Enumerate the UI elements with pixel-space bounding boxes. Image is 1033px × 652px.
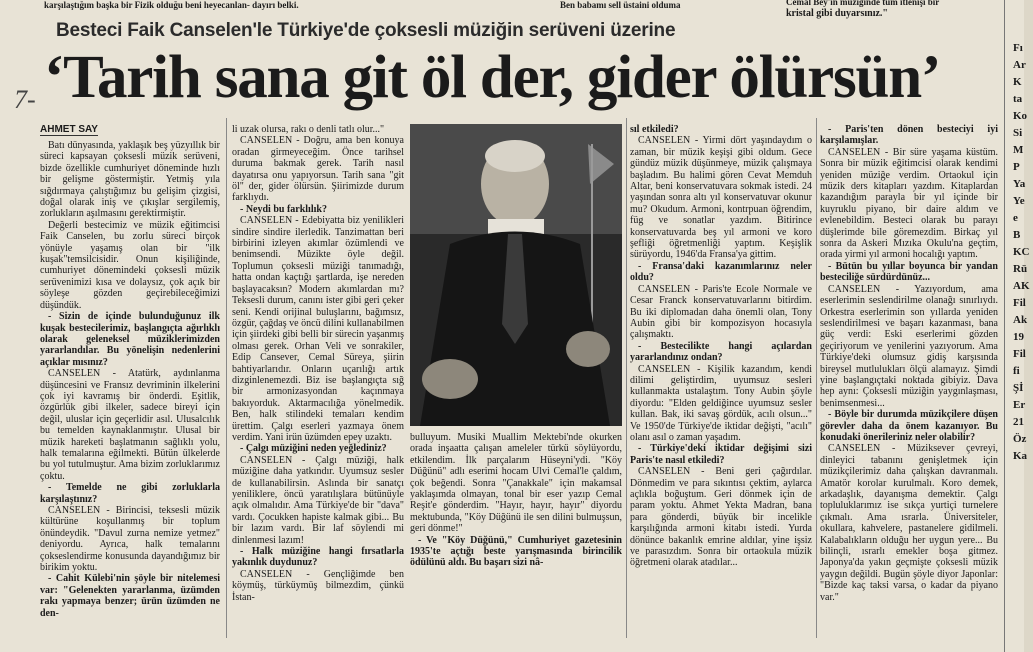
column-2: [232, 124, 404, 640]
paragraph: Batı dünyasında, yaklaşık beş yüzyıllık bir süreci kapsayan çoksesli müzik serüveni, bizde özellikle cumhuriyet döneminde hızlı bir gelişme göstermiştir. Yetmiş yıla sığdırmaya çalıştığımız bu gelişim çizgisi, doğal olarak iniş ve çıkışlar sergilemiş, zorlukların aşılmasını gerektirmiştir.: [40, 140, 220, 220]
answer: CANSELEN - Yirmi dört yaşındaydım o zaman, bir müzik keşişi gibi oldum. Gece gündüz müzik düşünmeye, müzik çalışmaya başladım. Bu halimi gören Cevat Memduh Altar, beni konservatuvara sokmak istedi. 24 yaşından sonra altı yıl konservatuvar okunur mu? Okudum. Armoni, kontrpuan öğrendim, füg ve sonatlar yazdım. Bitirince konservatuvarda beş yıl armoni ve koro şefliği öğretmenliği yaptım. Keşişlik sürüyordu, 1946'da Fransa'ya gittim.: [630, 135, 812, 261]
question: - Cahit Külebi'nin şöyle bir nitelemesi var: "Gelenekten yararlanma, üzümden rakı yapmaya benzer; ürün üzümden ne den-: [40, 573, 220, 619]
answer: CANSELEN - Kişilik kazandım, kendi dilimi geliştirdim, uyumsuz sesleri kullanmakta ustalaştım. Tony Aubin şöyle diyordu: "Elden geldiğince uyumsuz sesler kullan. Bak, iki savaş gördük, acılı olsun..." Ve 1950'de Türkiye'de iktidar değişti, "acılı" olanı asıl o zaman yaşadım.: [630, 363, 812, 443]
answer: CANSELEN - Müziksever çevreyi, dinleyici tabanını genişletmek için müzikçilerimiz daha çalışkan davranmalı. Amatör korolar kurulmalı. Koro demek, arkadaşlık, dayanışma demektir. Çalgı topluluklarımız ise sıkça yurtiçi turnelere çıkmalı. Ama ısrarla. Üniversiteler, okullara, kahvelere, pastanelere gidilmeli. Kalabalıkların olduğu her uygun yere... Bu bilinçli, ısrarlı emekler boşa gitmez. Japonya'da yakın geçmişte çoksesli müzik yaygın değildi. Bugün şöyle diyor Japonlar: "Bizde kaç taksi varsa, o kadar da piyano var.": [820, 443, 998, 603]
column-5: [820, 124, 998, 640]
answer: CANSELEN - Gençliğimde ben köymüş, türküymüş bilmezdim, çünkü İstan-: [232, 568, 404, 603]
adjacent-column-edge: [1004, 0, 1033, 652]
answer: CANSELEN - Birincisi, teksesli müzik kültürüne koşullanmış bir toplum önündeydik. "Davul zurna nemize yetmez" deniyordu. Ayrıca, halk temalarını çokseslendirme konusunda dayandığımız bir birikim yoktu.: [40, 505, 220, 574]
answer: CANSELEN - Doğru, ama ben konuya oradan girmeyeceğim. Önce tarihsel duruma bakmak gerek. Tarih nasıl dayatırsa onu yapıyorsun. Tarih sana "git öl" der, gider ölürsün. Şiirimizde durum farklıydı.: [232, 135, 404, 204]
question: - Bestecilikte hangi açılardan yararlandınız ondan?: [630, 340, 812, 364]
top-fragment-left: karşılaştığım başka bir Fizik olduğu beni heyecanlan- dayırı belki.: [44, 0, 299, 10]
paragraph: li uzak olursa, rakı o denli tatlı olur...": [232, 124, 385, 135]
paragraph: bulluyum. Musiki Muallim Mektebi'nde okurken orada inşaatta çalışan ameleler türkü söylüyordu, etkilendim. İlk parçalarım Hüseyni'ydi. "Köy Düğünü" adlı eserimi hocam Ulvi Cemal'le çaldım, çok beğendi. Sonra "Çanakkale" için makamsal yaklaşımda olmayan, tonal bir eser yazıp Cemal Reşit'e gönderdim. "Hayır, hayır, hayır" diyordu mektubunda, "Köy Düğünü ile sen dilini bulmuşsun, geri dönme!": [410, 432, 622, 535]
answer: CANSELEN - Atatürk, aydınlanma düşüncesini ve Fransız devriminin ilkelerini çok iyi kavramış bir önderdi. Eşitlik, özgürlük gibi ilkeler, sadece bireyi için değil, uluslar için geçerlidir asıl. Ulusalcılık bu temelden kaynaklanmıştır. Ulusal bir müzik hareketi başlatmanın sağlıklı yolu, halk temalarına eğilmekti. Bütün ülkelerde bu yol tutulmuştur. Ama bizim zorluklarımız çoktu.: [40, 368, 220, 482]
question: - Çalgı müziğini neden yeğlediniz?: [240, 443, 387, 455]
portrait-photo: [410, 124, 622, 426]
top-fragment-middle: Ben babamı sell üstaini olduma: [560, 0, 681, 10]
column-divider: [226, 118, 227, 638]
paragraph: sıl etkiledi?: [630, 124, 679, 135]
byline: AHMET SAY: [40, 124, 98, 135]
question: - Sizin de içinde bulunduğunuz ilk kuşak bestecilerimiz, başlangıçta ağırlıklı olarak geleneksel müziklerimizden yararlandılar. Bu yönelişin nedenlerini açıklar mısınız?: [40, 311, 220, 368]
top-fragment-right-1: Cemal Bey'in müziğinde tüm itlenişi bir: [786, 0, 940, 7]
article-headline: ‘Tarih sana git öl der, gider ölürsün’: [44, 44, 941, 111]
question: - Neydi bu farklılık?: [240, 203, 327, 215]
question: - Halk müziğine hangi fırsatlarla yakınlık duydunuz?: [232, 546, 404, 569]
article-subheadline: Besteci Faik Canselen'le Türkiye'de çoksesli müziğin serüveni üzerine: [56, 20, 676, 41]
adjacent-column-text: Fı Ar K ta Ko Si M P Ya Ye e B KC Rü AK Fil Ak 19 Fil fi Şİ Er 21 Öz Ka: [1013, 42, 1030, 462]
column-divider: [816, 118, 817, 638]
answer: CANSELEN - Bir süre yaşama küstüm. Sonra bir müzik eğitimcisi olarak kendimi yeniden müziğe verdim. Ortaokul için müzik ders kitapları yazdım. Kitaplardan kazandığım parayla bir yıl içinde bir kuyruklu piyano, bir daire aldım ve evlenebildim. Besteci olarak bu parayı düşlerimde bile göremezdim. Birkaç yıl sonra da Askeri Mızıka Okulu'na geçtim, orada yirmi yıl armoni hocalığı yaptım.: [820, 146, 998, 261]
handwritten-page-mark: 7-: [14, 85, 36, 114]
answer: CANSELEN - Edebiyatta biz yenilikleri sindire sindire ilerledik. Tanzimattan beri birbirini izleyen akımlar özümlendi ve benimsendi. Müzikte öyle değil. Toplumun çoksesli müziği tanımadığı, hatta ondan kaçtığı şartlarda, işe nereden başlayacaksın? Modern akımlardan mı? Teksesli durum, canını ister gibi geri çeker seni. Kendi orijinal buluşlarını, bağımsız, özgür, çağdaş ve öncü dilini kullanabilmen için şiirdeki gibi belli bir sürecin yaşanmış olması gerek. Orhan Veli ve sonrakiler, Edip Cansever, Cemal Süreya, şiirin bahtiyarlarıdır. Onların uçarılığı artık dizginlenemezdi. Biz ise başlangıçta sığ bir armonizasyondan kaçınmaya bakıyorduk. Aktarmacılığa yönelmedik. Ben, halk stilindeki temaları kendim ürettim. Çalgı eserleri yazmaya önem verdim. Yani irün üzümden epey uzaktı.: [232, 215, 404, 443]
paragraph: Değerli bestecimiz ve müzik eğitimcisi Faik Canselen, bu zorlu süreci birçok yönüyle yaşamış olan bir "ilk kuşak"temsilcisidir. Onun kişiliğinde, cumhuriyet dönemindeki çoksesli müzik serüvenimizi kısa ve dolaysız, çok açık bir söyleşe gözden geçirebileceğimizi düşündük.: [40, 219, 220, 311]
question: - Bütün bu yıllar boyunca bir yandan besteciliğe sürdürdünüz...: [820, 260, 998, 284]
column-divider: [626, 118, 627, 638]
question: - Paris'ten dönen besteciyi iyi karşılamışlar.: [820, 124, 998, 147]
column-1: [40, 140, 220, 640]
question: - Ve "Köy Düğünü," Cumhuriyet gazetesinin 1935'te açtığı beste yarışmasında birincilik ödülünü aldı. Bu başarı sizi nâ-: [410, 534, 622, 569]
question: - Fransa'daki kazanımlarınız neler oldu?: [630, 260, 812, 284]
question: - Temelde ne gibi zorluklarla karşılaştınız?: [40, 482, 220, 505]
portrait-of-faik-canselen: [410, 124, 622, 426]
answer: CANSELEN - Paris'te Ecole Normale ve Cesar Franck konservatuvarlarını bitirdim. Bu iki diplomadan daha önemli olan, Tony Aubin gibi bir kompozisyon hocasıyla çalışmaktı.: [630, 283, 812, 341]
question: - Türkiye'deki iktidar değişimi sizi Paris'te nasıl etkiledi?: [630, 443, 812, 466]
question: - Böyle bir durumda müzikçilere düşen görevler daha da önem kazanıyor. Bu konudaki önerileriniz neler olabilir?: [820, 409, 998, 443]
answer: CANSELEN - Yazıyordum, ama eserlerimin seslendirilme olanağı sınırlıydı. Orkestra eserlerimin son yıllarda yeniden seslendirilmesi ve başarı kazanması, bana güç verdi: Eski eserlerimi gözden geçiriyorum ve yenilerini yazıyorum. Ama Türkiye'deki olumsuz gidiş karşısında bireysel mutlulukları ölçü alamayız. Şimdi yine başlangıçtaki noktada gibiyiz. Dava hep aynı: Çoksesli müziğin yaygınlaşması, benimsenmesi...: [820, 283, 998, 409]
answer: CANSELEN - Çalgı müziği, halk müziğine daha yatkındır. Uyumsuz sesler de kullanabilirsin. Aslında bir sanatçı yeniliklere, öncü yaratılışlara bütünüyle açık olmalıdır. Ama Türkiye'de bir "dava" vardı. Çocukken hapiste kalmak gibi... Bu bir lazım vardı. Bir laf söylendi mi dinlenmesi lazım!: [232, 454, 404, 546]
answer: CANSELEN - Beni geri çağırdılar. Dönmedim ve para sıkıntısı çektim, aylarca açlıkla boğuştum. Geri dönmek için de param yoktu. Ahmet Yekta Madran, bana para gönderdi, büyük bir incelikle karşılığında armoni kitabı istedi. Yurda dönünce bakanlık emrine aldılar, yine işsiz ve parasızdım. Sonra bir ortaokula müzik öğretmeni olarak atadılar...: [630, 466, 812, 569]
top-fragment-right-2: kristal gibi duyarsınız.": [786, 8, 888, 19]
column-4: [630, 124, 812, 640]
column-3-bottom: [410, 432, 622, 642]
